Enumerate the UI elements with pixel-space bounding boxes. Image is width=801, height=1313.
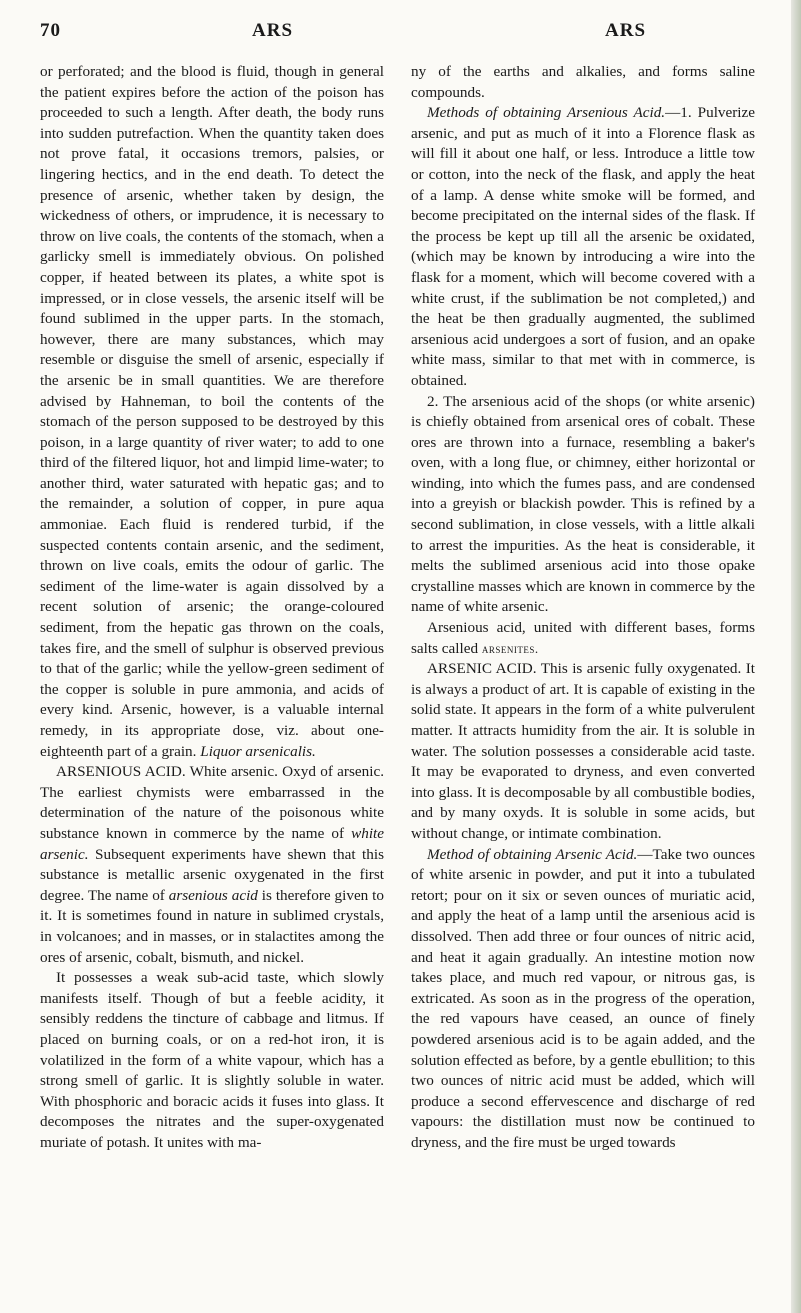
paragraph-text: Arsenious acid, united with different bases, forms salts called xyxy=(411,619,755,657)
page-number: 70 xyxy=(40,20,61,41)
italic-term: Liquor arsenicalis. xyxy=(200,742,316,760)
entry-heading: ARSENIOUS ACID. xyxy=(56,763,186,781)
italic-heading: Method of obtaining Arsenic Acid. xyxy=(427,845,638,863)
running-header xyxy=(40,20,760,48)
paragraph-text: 2. The arsenious acid of the shops (or white arsenic) is chiefly obtained from arsenical ores of cobalt. These ores are thrown into a furnace, resembling a baker's oven, with a long flue, or chimney, either horizontal or winding, into which the fumes pass, and are condensed into a greyish or blackish powder. This is refined by a second sublimation, in close vessels, with a little alkali to arrest the impurities. As the heat is considerable, it melts the sublimed arsenious acid into those opake crystalline masses which are known in commerce by the name of white arsenic. xyxy=(411,392,755,616)
paragraph xyxy=(411,392,755,619)
left-running-head: ARS xyxy=(252,20,294,41)
paragraph-text: White arsenic. Oxyd of arsenic. The earliest chymists were embarrassed in the determination of the nature of the poisonous white substance known in commerce by the name of xyxy=(40,763,384,842)
paragraph-text: It possesses a weak sub-acid taste, which slowly manifests itself. Though of but a feeble acidity, it sensibly reddens the tincture of cabbage and litmus. If placed on burning coals, or on a red-hot iron, it is volatilized in the form of a white vapour, which has a strong smell of garlic. It is slightly soluble in water. With phosphoric and boracic acids it fuses into glass. It decomposes the nitrates and the super-oxygenated muriate of potash. It unites with ma- xyxy=(40,969,384,1151)
paragraph-text: Subsequent experiments have shewn that this substance is metallic arsenic oxygenated in the first degree. The name of xyxy=(40,845,385,904)
paragraph-text: —Take two ounces of white arsenic in powder, and put it into a tubulated retort; pour on it six or seven ounces of muriatic acid, and apply the heat of a lamp until the arsenious acid is dissolved. Then add three or four ounces of nitric acid, and heat it again gradually. An intestine motion now takes place, and much red vapour, or nitrous gas, is extricated. As soon as in the progress of the operation, the red vapours have ceased, an ounce of finely powdered arsenious acid is to be again added, and the solution effected as before, by a gentle ebullition; to this two ounces of nitric acid must be added, which will produce a second effervescence and discharge of red vapours: the distillation must now be continued to dryness, and the fire must be urged towards xyxy=(411,845,755,1151)
paragraph xyxy=(40,968,384,1153)
right-running-head: ARS xyxy=(605,20,647,41)
paragraph-text: This is arsenic fully oxygenated. It is always a product of art. It is capable of existing in the solid state. It appears in the form of a white pulverulent matter. It attracts humidity from the air. It is soluble in water. The solution possesses a considerable acid taste. It may be evaporated to dryness, and even converted into glass. It is decomposable by all combustible bodies, and by many oxyds. It is soluble in some acids, but without change, or intimate combination. xyxy=(411,660,755,842)
small-caps-term: arsenites. xyxy=(481,640,539,656)
italic-term: white arsenic. xyxy=(40,824,384,863)
method-paragraph xyxy=(411,845,755,1154)
paragraph xyxy=(40,62,384,762)
left-column xyxy=(40,62,384,1153)
entry-heading: ARSENIC ACID. xyxy=(427,660,537,678)
entry-arsenic-acid xyxy=(411,659,755,844)
paragraph-text: or perforated; and the blood is fluid, though in general the patient expires before the action of the poison has proceeded to such a length. After death, the body runs into sudden putrefaction. When the quantity taken does not prove fatal, it occasions tremors, palsies, or lingering hectics, and in the end death. To detect the presence of arsenic, whether taken by design, the wickedness of others, or imprudence, it is necessary to throw on live coals, the contents of the stomach, when a garlicky smell is immediately obvious. On polished copper, if heated between its plates, a white spot is impressed, or in close vessels, the arsenic itself will be found sublimed in the upper parts. In the stomach, however, there are many substances, which may resemble or disguise the smell of arsenic, especially if the arsenic be in small quantities. We are therefore advised by Hahneman, to boil the contents of the stomach of the person supposed to be destroyed by this poison, in a large quantity of river water; to add to one third of the filtered liquor, hot and limpid lime-water; to another third, water saturated with hepatic gas; and to the remainder, a solution of copper, in pure aqua ammoniae. Each fluid is rendered turbid, if the suspected contents contain arsenic, and the sediment, thrown on live coals, emits the odour of garlic. The sediment of the lime-water is again dissolved by a recent solution of arsenic; the orange-coloured sediment, from the hepatic gas thrown on the coals, takes fire, and the smell of sulphur is observed previous to that of the garlic; while the yellow-green sediment of the copper is soluble in pure ammonia, and acids of every kind. Arsenic, however, is a valuable internal remedy, in its appropriate dose, viz. about one-eighteenth part of a grain. xyxy=(40,63,384,760)
italic-heading: Methods of obtaining Arsenious Acid. xyxy=(427,104,666,122)
paragraph-text: —1. Pulverize arsenic, and put as much of it into a Florence flask as will fill it about one half, or less. Introduce a little tow or cotton, into the neck of the flask, and apply the heat of a lamp. A dense white smoke will be formed, and become precipitated on the internal sides of the flask. If the process be kept up till all the arsenic be oxidated, (which may be known by introducing a wire into the flask for a moment, which will become covered with a white crust, if the sublimation be not completed,) and the heat be then gradually augmented, the sublimed arsenious acid undergoes a sort of fusion, and an opake white mass, similar to that met with in commerce, is obtained. xyxy=(411,104,756,389)
paragraph-text: ny of the earths and alkalies, and forms saline compounds. xyxy=(411,63,755,101)
paragraph xyxy=(411,618,755,659)
paragraph-text: is therefore given to it. It is sometimes found in nature in sublimed crystals, in volcanoes; and in masses, or in stalactites among the ores of arsenic, cobalt, bismuth, and nickel. xyxy=(40,886,384,966)
paragraph xyxy=(411,62,755,103)
entry-arsenious-acid xyxy=(40,762,384,968)
scan-edge xyxy=(791,0,801,1313)
method-paragraph xyxy=(411,103,755,391)
italic-term: arsenious acid xyxy=(168,886,258,904)
right-column xyxy=(411,62,755,1153)
